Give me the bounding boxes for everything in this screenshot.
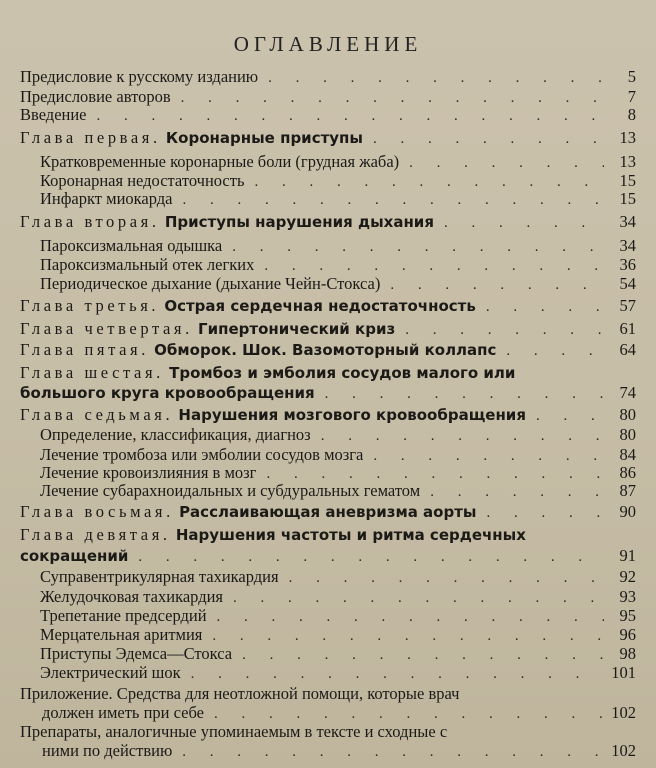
toc-entry-continuation <box>20 545 636 567</box>
page-number: 57 <box>619 296 636 315</box>
chapter-title: Нарушения мозгового кровообращения <box>173 406 526 424</box>
entry-title: Коронарная недостаточность <box>40 171 245 190</box>
toc-entry <box>40 424 636 446</box>
entry-title-continuation: сокращений <box>20 547 129 565</box>
toc-chapter-entry <box>20 211 636 233</box>
page-title: ОГЛАВЛЕНИЕ <box>233 32 423 56</box>
chapter-number: Глава вторая. <box>20 212 160 231</box>
page-number: 98 <box>619 644 636 663</box>
page-number: 92 <box>619 567 636 586</box>
chapter-heading <box>20 295 476 317</box>
toc-entry <box>40 480 636 502</box>
chapter-title: Приступы нарушения дыхания <box>159 213 434 231</box>
chapter-title: Гипертонический криз <box>192 320 396 338</box>
chapter-heading <box>20 524 526 546</box>
entry-title: Приложение. Средства для неотложной помощи, которые врач <box>20 684 460 703</box>
page-number: 87 <box>619 481 636 500</box>
entry-title: Мерцательная аритмия <box>40 625 203 644</box>
entry-title: Инфаркт миокарда <box>40 189 173 208</box>
chapter-heading <box>20 501 476 523</box>
toc-chapter-entry <box>20 295 636 317</box>
entry-title: Электрический шок <box>40 663 181 682</box>
page-number: 95 <box>619 606 636 625</box>
page-number: 36 <box>619 255 636 274</box>
leader-dots <box>87 105 604 127</box>
toc-chapter-entry <box>20 524 636 546</box>
toc-chapter-entry <box>20 404 636 426</box>
leader-dots <box>315 383 604 405</box>
chapter-number: Глава восьмая. <box>20 502 174 521</box>
page-number: 8 <box>627 105 636 124</box>
page-number: 90 <box>619 502 636 521</box>
page-number: 15 <box>619 171 636 190</box>
entry-title: Определение, классификация, диагноз <box>40 425 311 444</box>
entry-title: Суправентрикулярная тахикардия <box>40 567 279 586</box>
page-number: 61 <box>619 319 636 338</box>
leader-dots <box>363 128 604 150</box>
leader-dots <box>420 481 604 503</box>
page-number: 96 <box>619 625 636 644</box>
toc-entry <box>20 104 636 126</box>
chapter-title: Обморок. Шок. Вазомоторный коллапс <box>148 341 497 359</box>
chapter-number: Глава седьмая. <box>20 405 174 424</box>
page-number: 101 <box>611 663 636 682</box>
toc-chapter-entry <box>20 318 636 340</box>
entry-title: Пароксизмальный отек легких <box>40 255 255 274</box>
page-number: 34 <box>619 212 636 231</box>
chapter-number: Глава пятая. <box>20 340 149 359</box>
chapter-heading <box>20 127 363 149</box>
page-number: 13 <box>619 128 636 147</box>
chapter-heading <box>20 211 434 233</box>
page-number: 54 <box>619 274 636 293</box>
page-number: 84 <box>619 445 636 464</box>
entry-title: Лечение субарахноидальных и субдуральных гематом <box>40 481 421 500</box>
page-number: 86 <box>619 463 636 482</box>
entry-title: Периодическое дыхание (дыхание Чейн-Стокса) <box>40 274 381 293</box>
toc-entry <box>40 662 636 684</box>
chapter-title: Расслаивающая аневризма аорты <box>173 503 477 521</box>
leader-dots <box>173 189 604 211</box>
toc-chapter-entry <box>20 339 636 361</box>
page-number: 13 <box>619 152 636 171</box>
chapter-number: Глава третья. <box>20 296 160 315</box>
toc-entry <box>40 188 636 210</box>
chapter-title: Нарушения частоты и ритма сердечных <box>170 526 526 544</box>
chapter-heading <box>20 404 526 426</box>
entry-title-continuation: ними по действию <box>42 741 173 760</box>
toc-entry-continuation <box>20 740 636 762</box>
page-number: 64 <box>619 340 636 359</box>
page-number: 80 <box>619 405 636 424</box>
leader-dots <box>476 502 604 524</box>
leader-dots <box>128 546 604 568</box>
entry-title-continuation: большого круга кровообращения <box>20 384 315 402</box>
leader-dots <box>181 663 604 685</box>
entry-title: Трепетание предсердий <box>40 606 207 625</box>
leader-dots <box>476 296 604 318</box>
chapter-heading <box>20 318 395 340</box>
toc-entry-continuation <box>20 382 636 404</box>
toc-chapter-entry <box>20 127 636 149</box>
page-number: 74 <box>619 383 636 402</box>
leader-dots <box>172 741 604 763</box>
toc-entry <box>40 566 636 588</box>
chapter-heading <box>20 339 496 361</box>
entry-title: Лечение кровоизлияния в мозг <box>40 463 257 482</box>
entry-title-continuation: должен иметь при себе <box>42 703 204 722</box>
leader-dots <box>496 340 604 362</box>
chapter-number: Глава девятая. <box>20 525 171 544</box>
chapter-title: Острая сердечная недостаточность <box>159 297 476 315</box>
entry-title: Предисловие к русскому изданию <box>20 67 259 86</box>
page-number: 34 <box>619 236 636 255</box>
toc-entry <box>40 273 636 295</box>
page-number: 102 <box>611 741 636 760</box>
page-number: 7 <box>627 87 636 106</box>
chapter-heading <box>20 362 515 384</box>
chapter-number: Глава шестая. <box>20 363 164 382</box>
page-number: 91 <box>619 546 636 565</box>
entry-title: Лечение тромбоза или эмболии сосудов мозга <box>40 445 364 464</box>
toc-chapter-entry <box>20 362 636 384</box>
page-number: 5 <box>627 67 636 86</box>
entry-title: Желудочковая тахикардия <box>40 587 224 606</box>
entry-title: Предисловие авторов <box>20 87 171 106</box>
leader-dots <box>395 319 604 341</box>
chapter-title: Коронарные приступы <box>160 129 363 147</box>
entry-title: Приступы Эдемса—Стокса <box>40 644 233 663</box>
chapter-number: Глава первая. <box>20 128 161 147</box>
entry-title: Кратковременные коронарные боли (грудная жаба) <box>40 152 400 171</box>
entry-title: Пароксизмальная одышка <box>40 236 223 255</box>
toc-entry <box>20 66 636 88</box>
entry-title: Введение <box>20 105 87 124</box>
page-number: 15 <box>619 189 636 208</box>
page-number: 102 <box>611 703 636 722</box>
entry-title: Препараты, аналогичные упоминаемым в тексте и сходные с <box>20 722 448 741</box>
page-number: 80 <box>619 425 636 444</box>
leader-dots <box>380 274 604 296</box>
chapter-number: Глава четвертая. <box>20 319 193 338</box>
chapter-title: Тромбоз и эмболия сосудов малого или <box>163 364 516 382</box>
page-number: 93 <box>619 587 636 606</box>
leader-dots <box>434 212 604 234</box>
toc-chapter-entry <box>20 501 636 523</box>
